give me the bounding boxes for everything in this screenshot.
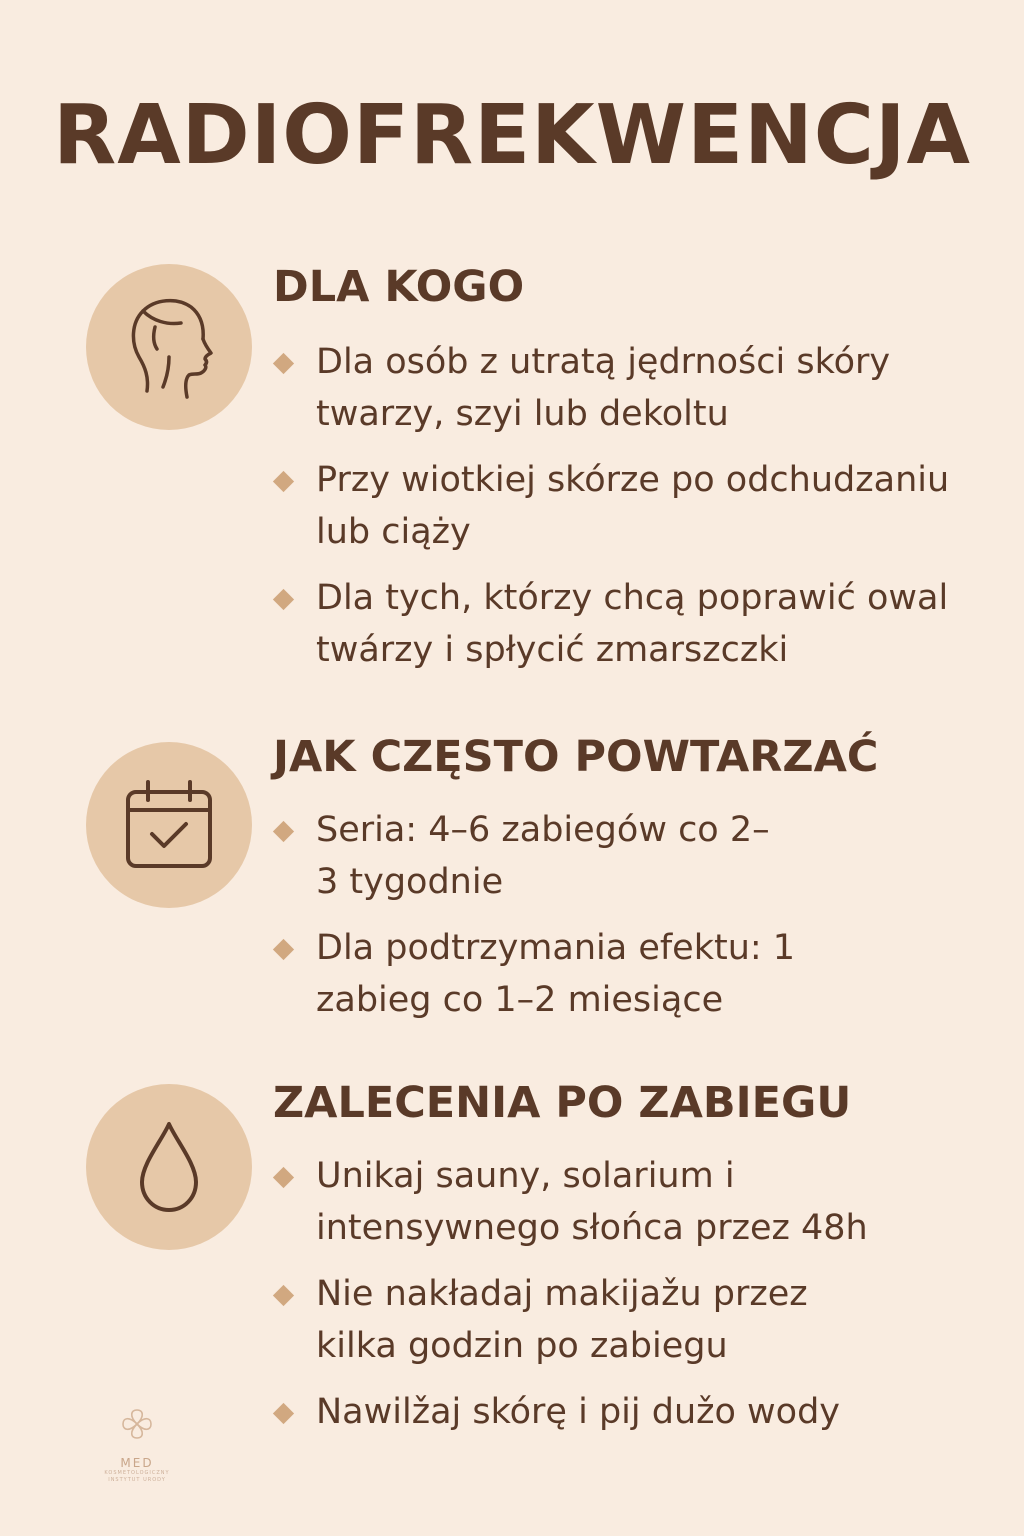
list-item-text: Dla tych, którzy chcą poprawić owal twárzy i spłycić zmarszczki — [316, 578, 949, 670]
logo-name: MED — [120, 1456, 154, 1470]
section-heading: DLA KOGO — [273, 262, 525, 312]
diamond-bullet-icon — [273, 939, 294, 960]
bullet-list — [273, 1150, 993, 1452]
diamond-bullet-icon — [273, 1167, 294, 1188]
section-heading: JAK CZĘSTO POWTARZAĆ — [273, 732, 879, 782]
list-item-text: Nie nakładaj makijažu przez kilka godzin po zabiegu — [316, 1274, 808, 1366]
logo-subtitle-2: INSTYTUT URODY — [108, 1477, 166, 1483]
list-item — [273, 1150, 976, 1254]
list-item-text: Nawilžaj skórę i pij dužo wody — [316, 1392, 841, 1432]
list-item — [273, 804, 776, 908]
list-item — [273, 1386, 993, 1438]
section-heading: ZALECENIA PO ZABIEGU — [273, 1078, 852, 1128]
list-item — [273, 922, 856, 1026]
logo-subtitle-1: KOSMETOLOGICZNY — [104, 1470, 170, 1476]
list-item-text: Unikaj sauny, solarium i intensywnego słońca przez 48h — [316, 1156, 868, 1248]
list-item — [273, 454, 993, 558]
clover-logo-icon — [111, 1398, 163, 1450]
diamond-bullet-icon — [273, 1285, 294, 1306]
woman-profile-icon — [86, 264, 252, 430]
diamond-bullet-icon — [273, 471, 294, 492]
list-item — [273, 1268, 876, 1372]
diamond-bullet-icon — [273, 353, 294, 374]
bullet-list — [273, 804, 993, 1040]
list-item-text: Seria: 4–6 zabiegów co 2–3 tygodnie — [316, 810, 770, 902]
water-drop-icon — [86, 1084, 252, 1250]
page-title: RADIOFREKWENCJA — [53, 88, 971, 183]
list-item — [273, 572, 993, 676]
list-item-text: Dla podtrzymania efektu: 1 zabieg co 1–2 miesiące — [316, 928, 796, 1020]
list-item-text: Przy wiotkiej skórze po odchudzaniu lub ciąży — [316, 460, 950, 552]
bullet-list — [273, 336, 993, 690]
brand-logo — [92, 1398, 182, 1484]
list-item-text: Dla osób z utratą jędrności skóry twarzy, szyi lub dekoltu — [316, 342, 891, 434]
diamond-bullet-icon — [273, 1403, 294, 1424]
calendar-check-icon — [86, 742, 252, 908]
list-item — [273, 336, 993, 440]
diamond-bullet-icon — [273, 821, 294, 842]
diamond-bullet-icon — [273, 589, 294, 610]
